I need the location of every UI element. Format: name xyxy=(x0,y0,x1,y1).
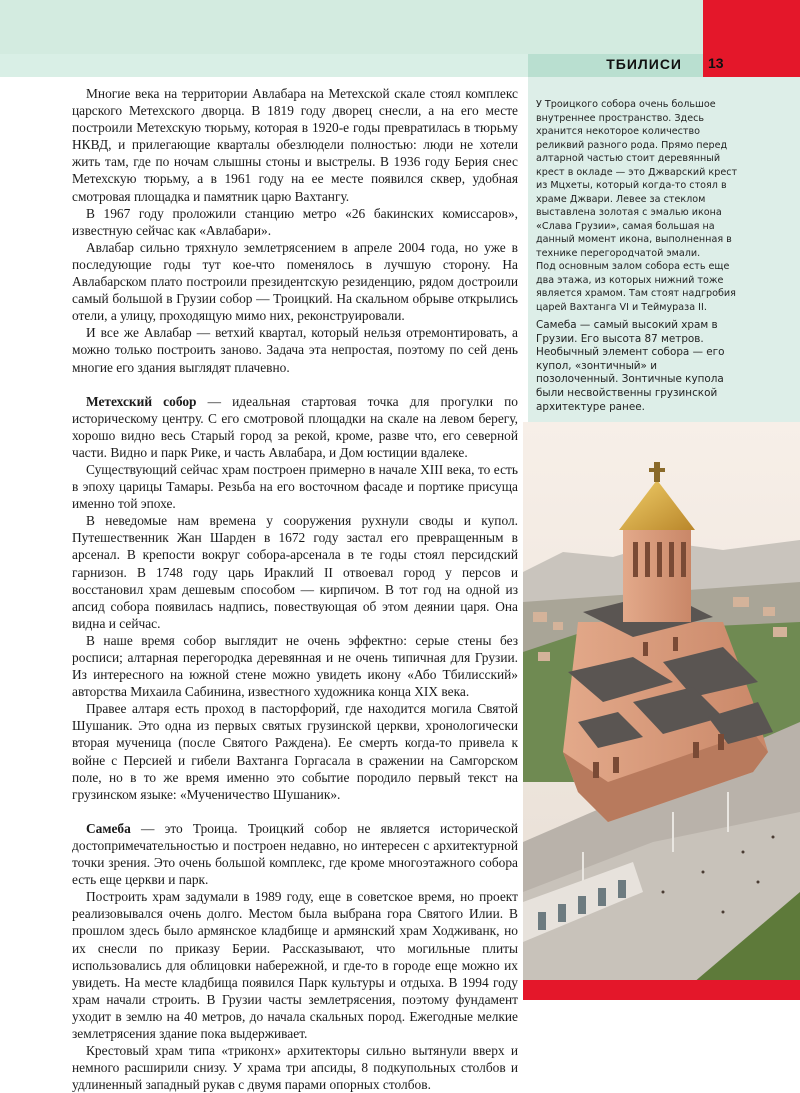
paragraph: В неведомые нам времена у сооружения рухнули своды и купол. Путешественник Жан Шарден в 1672 году застал его превращенным в арсенал. В крепости вокруг собора-арсенала в те годы стоял персидский гарнизон. В 1748 году царь Ираклий II отвоевал город у персов и восстановил храм дешевым способом — кирпичом. В тот год на одной из апсид собора появилась надпись, повествующая об этом деянии царя. Она видна и сейчас. xyxy=(72,513,518,631)
metekhi-lead: — идеальная стартовая точка для прогулки по историческому центру. С его смотровой площадки на скале на левом берегу, хорошо видно весь Старый город за рекой, кроме, разве что, его северной части. Видно и парк Рике, и часть Авлабара, и Дом юстиции вдалеке. xyxy=(72,393,518,460)
caption-text: У Троицкого собора очень большое внутреннее пространство. Здесь хранится некоторое количество реликвий разного рода. Прямо перед алтарной частью стоит деревянный крест в окладе — это Джварский крест из Мцхеты, который когда-то стоял в храме Джвари. Левее за стеклом выставлена золотая с эмалью икона «Слава Грузии», самая большая на данный момент икона, выполненная в технике перегородчатой эмали. xyxy=(536,99,738,259)
sameba-cathedral-photo xyxy=(523,422,800,1000)
sameba-intro xyxy=(72,820,518,888)
paragraph: В наше время собор выглядит не очень эффектно: серые стены без росписи; алтарная перегородка деревянная и не очень типичная для Грузии. Из интересного на южной стене можно увидеть икону «Або Тбилисский» авторства Михаила Сабинина, известного художника конца XIX века. xyxy=(72,632,518,700)
sameba-lead: — это Троица. Троицкий собор не является исторической достопримечательностью и построен недавно, но интересен с архитектурной точки зрения. Это очень большой комплекс, где кроме многоэтажного собора есть еще церкви и парк. xyxy=(72,820,518,888)
section-title: ТБИЛИСИ xyxy=(606,56,682,72)
accent-strip xyxy=(523,980,800,1000)
page-number: 13 xyxy=(708,55,724,71)
caption-text: Под основным залом собора есть еще два этажа, из которых нижний тоже является храмом. Там стоят надгробия царей Вахтанга VI и Теймураза II. xyxy=(536,261,736,313)
paragraph: Существующий сейчас храм построен примерно в начале XIII века, то есть в эпоху царицы Тамары. Резьба на его восточном фасаде и портике присуща именно той эпохе. xyxy=(72,461,518,512)
metekhi-heading: Метехский собор xyxy=(86,393,197,409)
main-article xyxy=(72,85,518,1093)
paragraph: В 1967 году проложили станцию метро «26 бакинских комиссаров», известную сейчас как «Авлабари». xyxy=(72,205,518,238)
metekhi-intro xyxy=(72,393,518,461)
sameba-heading: Самеба xyxy=(86,820,131,836)
paragraph: Правее алтаря есть проход в пасторфорий, где находится могила Святой Шушаник. Это одна из первых святых грузинской церкви, хронологически вторая мученица (после Святого Раждена). Ее смерть когда-то привела к войне с Персией и гибели Вахтанга Горгасала в сражении на Самгорском поле, но в то же время именно это событие породило первый текст на грузинском языке: «Мученичество Шушаник». xyxy=(72,701,518,802)
sidebar-caption-interior xyxy=(536,98,742,314)
sidebar-caption-photo: Самеба — самый высокий храм в Грузии. Его высота 87 метров. Необычный элемент собора — его купол, «зонтичный» и позолоченный. Зонтичные купола были несвойственны грузинской архитектуре ранее. xyxy=(536,319,725,413)
paragraph: Многие века на территории Авлабара на Метехской скале стоял комплекс царского Метехского дворца. В 1819 году дворец снесли, а на его месте построили Метехскую тюрьму, которая в 1920-е годы превратилась в тюрьму НКВД, и прилегающие кварталы обезлюдели полностью: люди не хотели жить там, где по ночам слышны стоны и выстрелы. В 1936 году Берия снес Метехскую тюрьму, а в 1961 году на ее месте появился сквер, удобная смотровая площадка и памятник царю Вахтангу. xyxy=(72,86,518,204)
paragraph: Крестовый храм типа «триконх» архитекторы сильно вытянули вверх и немного расширили снизу. У храма три апсиды, 8 подкупольных столбов и удлиненный западный рукав с двумя парами опорных столбов. xyxy=(72,1043,518,1093)
paragraph: И все же Авлабар — ветхий квартал, который нельзя отремонтировать, а можно только построить заново. Задача эта непростая, поэтому по сей день многие его здания выглядят плачевно. xyxy=(72,325,518,375)
paragraph: Построить храм задумали в 1989 году, еще в советское время, но проект реализовывался очень долго. Местом была выбрана гора Святого Илии. В прошлом здесь было армянское кладбище и армянский храм Ходживанк, но их снесли по приказу Берии. Рассказывают, что могильные плиты использовались для облицовки набережной, и где-то в городе еще можно их увидеть. На месте кладбища появился Парк культуры и отдыха. В 1994 году храм начали строить. В Грузии часты землетрясения, поэтому фундамент уходит в землю на 40 метров, до начала скальных пород. Ежегодные мелкие землетрясения здание пока выдерживает. xyxy=(72,889,518,1041)
header-bar-left xyxy=(0,54,528,77)
paragraph: Авлабар сильно тряхнуло землетрясением в апреле 2004 года, но уже в последующие годы тут кое-что поменялось в лучшую сторону. На Авлабарском плато построили президентскую резиденцию, рядом достроили самый большой в Грузии собор — Троицкий. На скальном обрыве открылись отели, а улицу, проходящую мимо них, реконструировали. xyxy=(72,239,518,324)
top-band xyxy=(0,0,800,54)
